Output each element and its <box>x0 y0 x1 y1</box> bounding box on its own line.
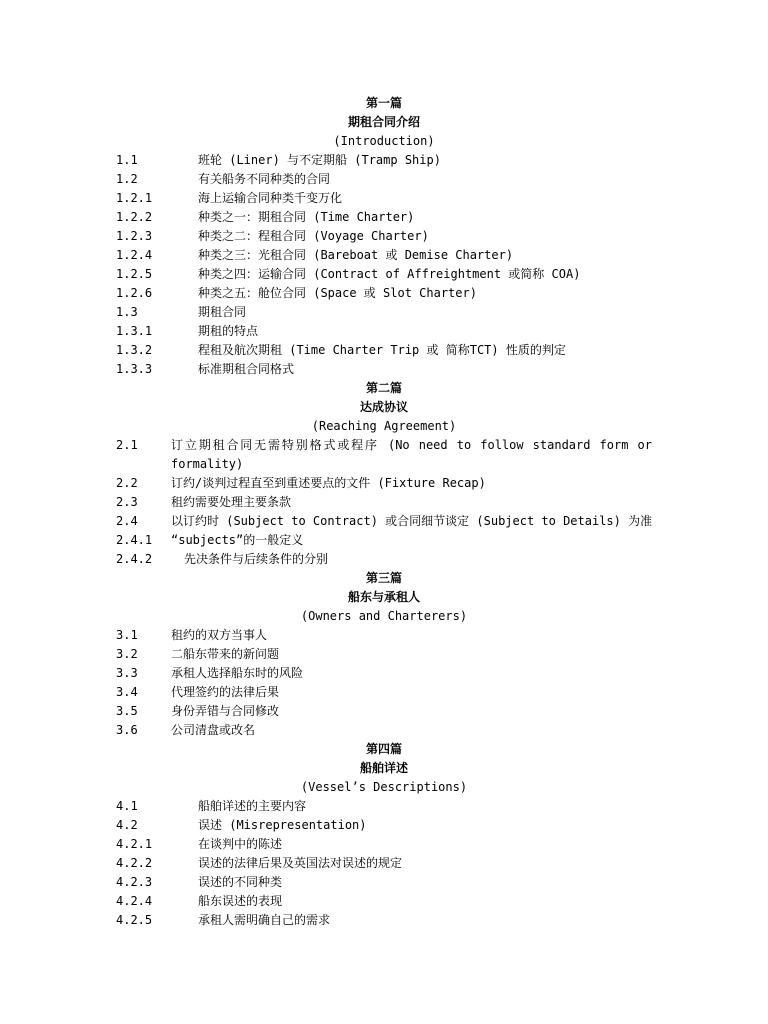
toc-number: 1.2.3 <box>116 229 153 243</box>
toc-number: 1.2.4 <box>116 248 153 262</box>
toc-number: 3.3 <box>116 666 138 680</box>
toc-text: 以订约时 (Subject to Contract) 或合同细节谈定 (Subject to Details) 为准 <box>171 514 653 528</box>
toc-entry <box>116 170 652 189</box>
toc-number: 1.2.2 <box>116 210 153 224</box>
toc-text: 期租的特点 <box>198 324 259 338</box>
toc-text: 有关船务不同种类的合同 <box>198 172 331 186</box>
toc-entry <box>116 550 652 569</box>
toc-number: 3.1 <box>116 628 138 642</box>
toc-entry <box>116 436 652 455</box>
toc-entry <box>116 531 652 550</box>
part-heading: 第一篇 <box>365 96 402 110</box>
toc-text: 种类之一：期租合同 (Time Charter) <box>198 210 415 224</box>
toc-text: 班轮 (Liner) 与不定期船 (Tramp Ship) <box>198 153 441 167</box>
toc-text: “subjects”的一般定义 <box>171 533 304 547</box>
toc-number: 2.4.2 <box>116 552 153 566</box>
toc-entry <box>116 265 652 284</box>
toc-text: 代理签约的法律后果 <box>171 685 280 699</box>
toc-number: 1.3 <box>116 305 138 319</box>
toc-number: 2.2 <box>116 476 138 490</box>
table-of-contents <box>116 94 652 930</box>
toc-number: 4.2.3 <box>116 875 153 889</box>
toc-number: 1.2.1 <box>116 191 153 205</box>
toc-number: 3.2 <box>116 647 138 661</box>
toc-text: 在谈判中的陈述 <box>198 837 283 851</box>
toc-number: 3.4 <box>116 685 138 699</box>
toc-entry <box>116 322 652 341</box>
toc-entry <box>116 911 652 930</box>
toc-text: 身份弄错与合同修改 <box>171 704 280 718</box>
toc-number: 4.2 <box>116 818 138 832</box>
toc-entry <box>116 151 652 170</box>
toc-entry <box>116 683 652 702</box>
part-subtitle: (Introduction) <box>333 134 435 148</box>
toc-entry <box>116 227 652 246</box>
toc-text: 海上运输合同种类千变万化 <box>198 191 343 205</box>
toc-text: 船东误述的表现 <box>198 894 283 908</box>
toc-entry <box>116 284 652 303</box>
toc-number: 2.3 <box>116 495 138 509</box>
toc-text: 二船东带来的新问题 <box>171 647 280 661</box>
toc-number: 1.2.5 <box>116 267 153 281</box>
toc-entry <box>116 873 652 892</box>
toc-entry <box>116 474 652 493</box>
toc-entry <box>116 626 652 645</box>
part-title: 船东与承租人 <box>347 590 420 604</box>
toc-number: 3.6 <box>116 723 138 737</box>
part-heading: 第三篇 <box>365 571 402 585</box>
toc-number: 1.1 <box>116 153 138 167</box>
toc-number: 1.3.3 <box>116 362 153 376</box>
toc-entry <box>116 246 652 265</box>
toc-entry <box>116 664 652 683</box>
toc-text: 订约/谈判过程直至到重述要点的文件 (Fixture Recap) <box>171 476 486 490</box>
toc-entry <box>116 341 652 360</box>
toc-number: 4.2.1 <box>116 837 153 851</box>
part-title: 期租合同介绍 <box>347 115 420 129</box>
toc-text: 种类之三：光租合同 (Bareboat 或 Demise Charter) <box>198 248 514 262</box>
toc-text: 标准期租合同格式 <box>198 362 295 376</box>
part-subtitle: (Owners and Charterers) <box>300 609 468 623</box>
toc-entry <box>116 892 652 911</box>
toc-text: 公司清盘或改名 <box>171 723 256 737</box>
toc-text: 种类之四：运输合同 (Contract of Affreightment 或简称 COA) <box>198 267 581 281</box>
toc-text-continuation: formality) <box>171 457 244 471</box>
toc-entry <box>116 816 652 835</box>
toc-number: 1.3.1 <box>116 324 153 338</box>
toc-entry <box>116 645 652 664</box>
toc-entry <box>116 721 652 740</box>
toc-text: 程租及航次期租 (Time Charter Trip 或 简称TCT) 性质的判定 <box>198 343 566 357</box>
toc-number: 4.1 <box>116 799 138 813</box>
toc-text: 承租人需明确自己的需求 <box>198 913 331 927</box>
toc-text: 先决条件与后续条件的分别 <box>184 552 329 566</box>
toc-number: 4.2.5 <box>116 913 153 927</box>
toc-text: 种类之二：程租合同 (Voyage Charter) <box>198 229 429 243</box>
toc-text: 租约的双方当事人 <box>171 628 268 642</box>
toc-entry <box>116 797 652 816</box>
toc-number: 1.3.2 <box>116 343 153 357</box>
toc-entry <box>116 208 652 227</box>
toc-entry <box>116 835 652 854</box>
toc-text: 期租合同 <box>198 305 247 319</box>
part-title: 船舶详述 <box>359 761 408 775</box>
part-heading: 第四篇 <box>365 742 402 756</box>
toc-entry <box>116 493 652 512</box>
toc-number: 3.5 <box>116 704 138 718</box>
toc-number: 2.4.1 <box>116 533 153 547</box>
toc-text: 误述的法律后果及英国法对误述的规定 <box>198 856 403 870</box>
part-heading: 第二篇 <box>365 381 402 395</box>
toc-number: 4.2.4 <box>116 894 153 908</box>
toc-text: 误述 (Misrepresentation) <box>198 818 367 832</box>
toc-number: 2.1 <box>116 438 138 452</box>
part-subtitle: (Vessel’s Descriptions) <box>300 780 468 794</box>
part-title: 达成协议 <box>359 400 408 414</box>
toc-entry <box>116 303 652 322</box>
toc-entry <box>116 702 652 721</box>
toc-entry <box>116 854 652 873</box>
part-subtitle: (Reaching Agreement) <box>311 419 457 433</box>
toc-text: 租约需要处理主要条款 <box>171 495 292 509</box>
toc-text: 船舶详述的主要内容 <box>198 799 307 813</box>
toc-entry-continuation <box>116 455 652 474</box>
toc-number: 1.2.6 <box>116 286 153 300</box>
toc-text: 订立期租合同无需特别格式或程序 (No need to follow standard form or <box>171 438 652 452</box>
toc-text: 承租人选择船东时的风险 <box>171 666 304 680</box>
toc-number: 2.4 <box>116 514 138 528</box>
toc-entry <box>116 189 652 208</box>
toc-entry <box>116 360 652 379</box>
toc-text: 种类之五：舱位合同 (Space 或 Slot Charter) <box>198 286 477 300</box>
toc-entry <box>116 512 652 531</box>
toc-text: 误述的不同种类 <box>198 875 283 889</box>
toc-number: 1.2 <box>116 172 138 186</box>
toc-number: 4.2.2 <box>116 856 153 870</box>
